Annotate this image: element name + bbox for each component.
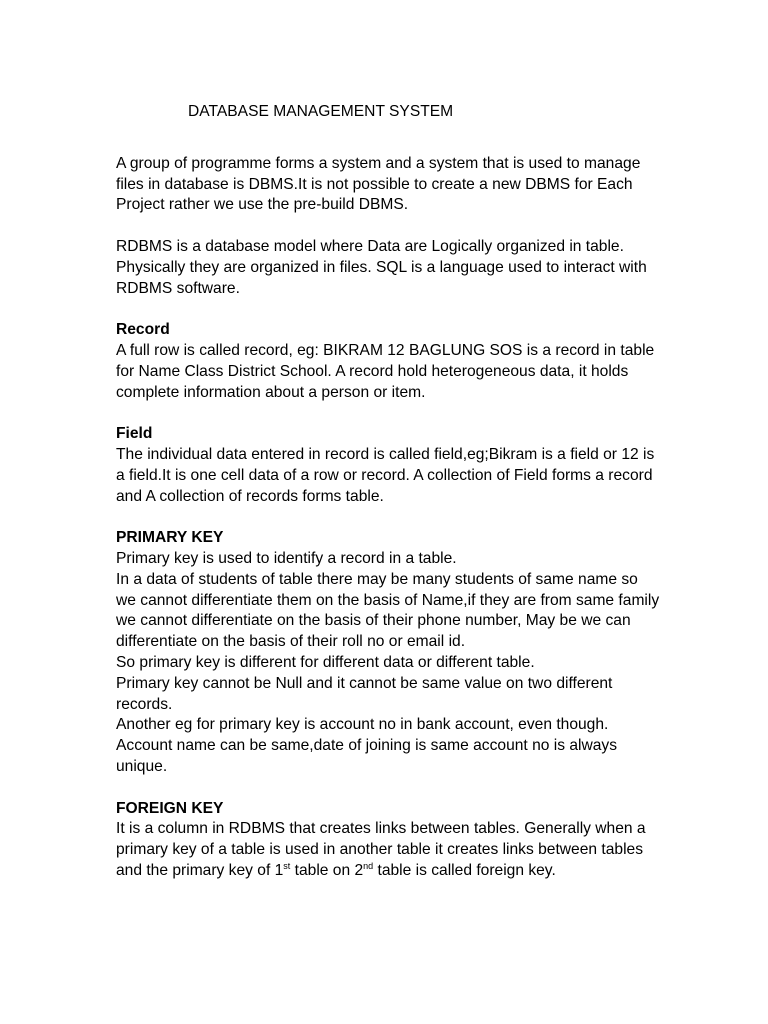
section-primary-key — [116, 528, 661, 778]
foreign-key-heading: FOREIGN KEY — [116, 799, 224, 817]
record-text: A full row is called record, eg: BIKRAM 12 BAGLUNG SOS is a record in table for Name Class District School. A record hold heterogeneous data, it holds complete information about a person or item. — [116, 341, 655, 401]
section-record — [116, 320, 661, 403]
foreign-key-sup-1: st — [283, 860, 291, 871]
foreign-key-text — [116, 819, 661, 881]
primary-key-line-3: So primary key is different for different data or different table. — [116, 653, 535, 671]
section-foreign-key — [116, 799, 661, 882]
intro-paragraph-2: RDBMS is a database model where Data are Logically organized in table. Physically they are organized in files. SQL is a language used to interact with RDBMS software. — [116, 237, 647, 297]
intro-paragraph-1: A group of programme forms a system and a system that is used to manage files in database is DBMS.It is not possible to create a new DBMS for Each Project rather we use the pre-build DBMS. — [116, 154, 641, 214]
field-text: The individual data entered in record is called field,eg;Bikram is a field or 12 is a field.It is one cell data of a row or record. A collection of Field forms a record and A collection of records forms table. — [116, 445, 655, 505]
foreign-key-text-b: table on 2 — [290, 861, 364, 879]
section-field — [116, 424, 661, 507]
document-page — [116, 102, 661, 902]
primary-key-line-1: Primary key is used to identify a record in a table. — [116, 549, 457, 567]
primary-key-heading: PRIMARY KEY — [116, 529, 224, 547]
foreign-key-sup-2: nd — [363, 860, 374, 871]
primary-key-line-4: Primary key cannot be Null and it cannot be same value on two different records. — [116, 674, 613, 713]
primary-key-line-2: In a data of students of table there may be many students of same name so we cannot differentiate them on the basis of Name,if they are from same family we cannot differentiate on the basis of their phone number, May be we can differentiate on the basis of their roll no or email id. — [116, 570, 660, 651]
record-heading: Record — [116, 321, 170, 339]
foreign-key-text-a: It is a column in RDBMS that creates links between tables. Generally when a primary key of a table is used in another table it creates links between tables and the primary key of 1 — [116, 820, 646, 879]
document-title: DATABASE MANAGEMENT SYSTEM — [188, 103, 454, 120]
primary-key-line-5: Another eg for primary key is account no in bank account, even though. Account name can be same,date of joining is same account no is always unique. — [116, 716, 618, 775]
field-heading: Field — [116, 425, 153, 443]
foreign-key-text-c: table is called foreign key. — [373, 861, 556, 879]
